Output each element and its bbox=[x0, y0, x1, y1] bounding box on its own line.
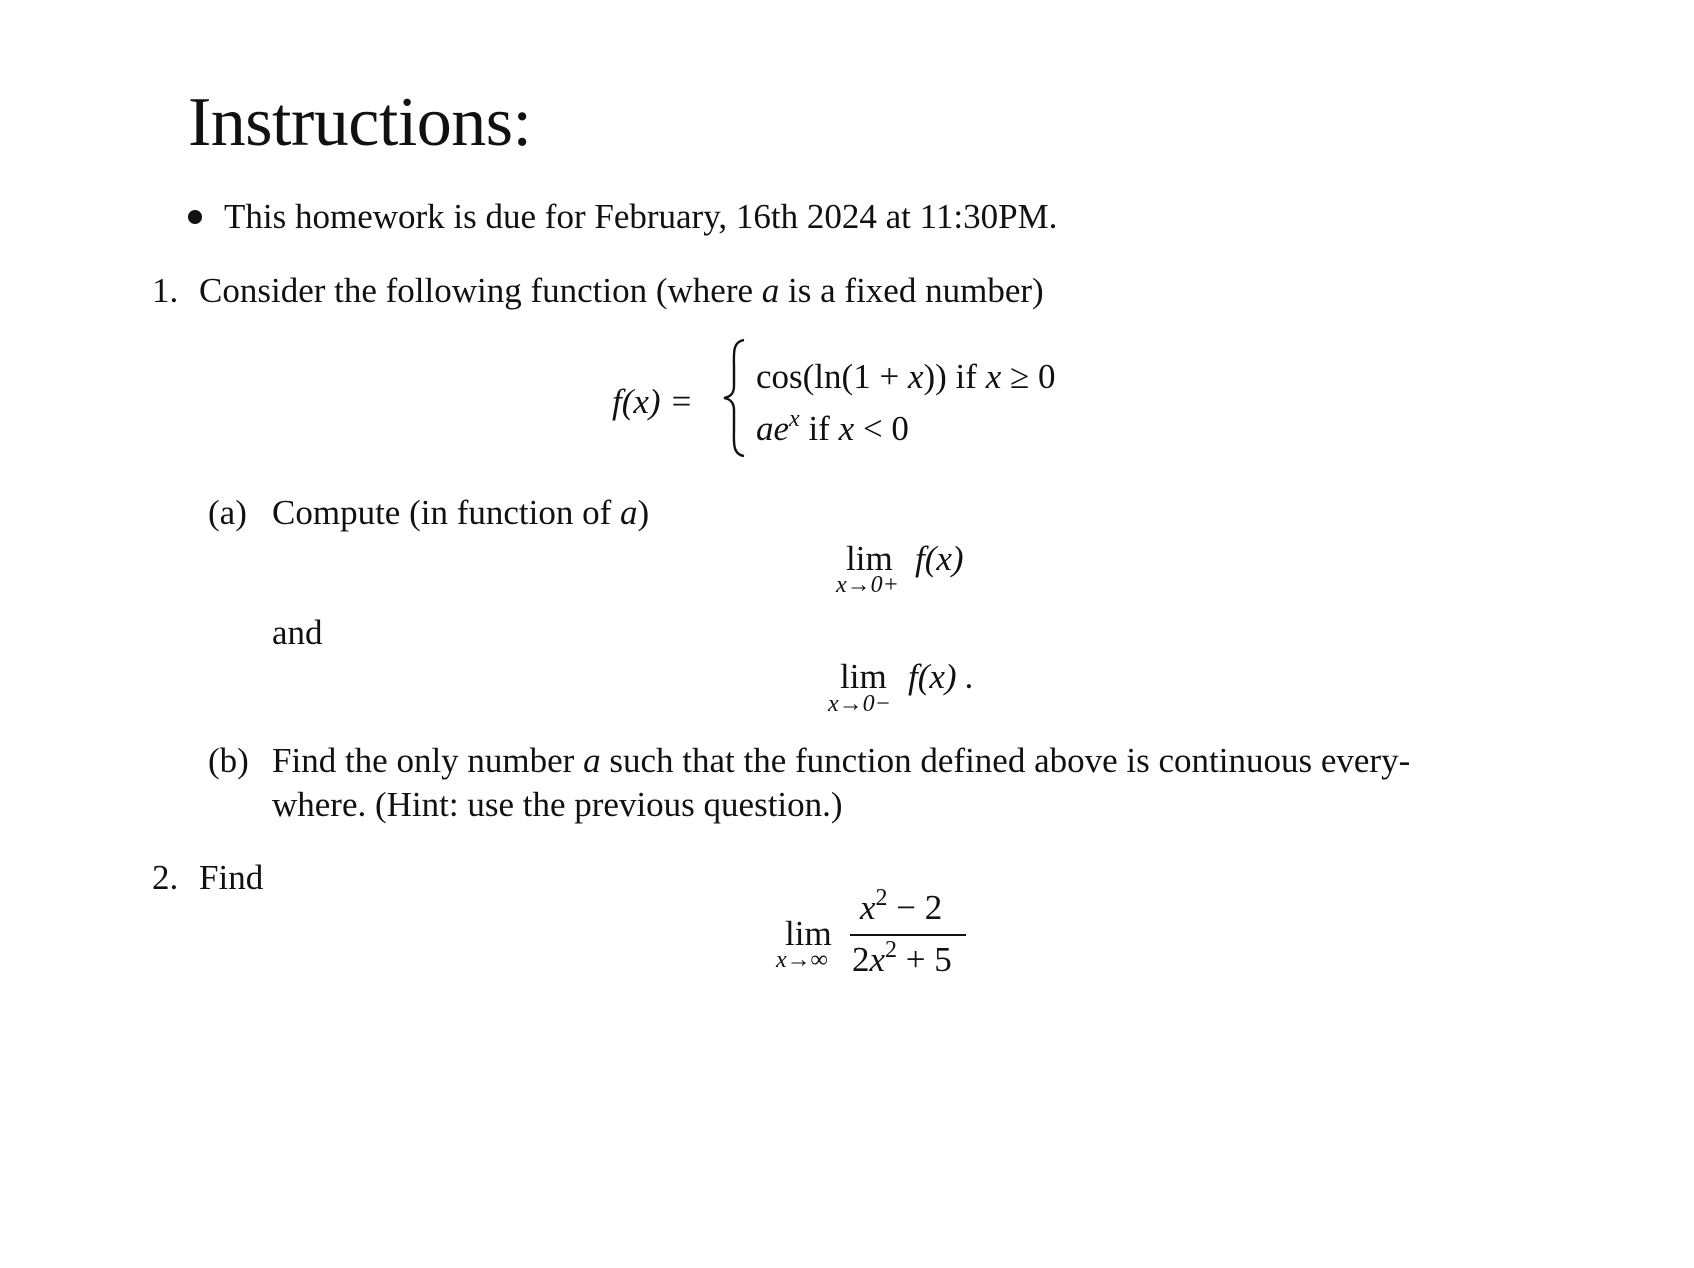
piecewise-case-2: $ae^x$ if x < 0 bbox=[756, 406, 909, 448]
question-2-number: 2. bbox=[152, 858, 179, 897]
limit-left-expression: f(x) . bbox=[908, 657, 975, 696]
bullet-icon bbox=[188, 210, 202, 224]
limit-right-lim: lim bbox=[846, 539, 893, 578]
part-a-label: (a) bbox=[208, 493, 247, 532]
piecewise-case-1: cos(ln(1 + x)) if x ≥ 0 bbox=[756, 357, 1056, 396]
limit-infinity-lim: lim bbox=[785, 914, 832, 953]
part-b-label: (b) bbox=[208, 741, 249, 780]
part-a-prompt: Compute (in function of a) bbox=[272, 493, 650, 532]
part-b-line-1: Find the only number a such that the function defined above is continuous every- bbox=[272, 741, 1411, 780]
instruction-bullet-item bbox=[188, 199, 1057, 234]
part-b-line-2: where. (Hint: use the previous question.) bbox=[272, 785, 843, 824]
and-text: and bbox=[272, 613, 323, 652]
function-lhs: f(x) = bbox=[612, 382, 693, 421]
limit-left-subscript: x→0− bbox=[828, 691, 891, 717]
question-1-prompt: Consider the following function (where a is a fixed number) bbox=[199, 271, 1044, 310]
limit-left-lim: lim bbox=[840, 657, 887, 696]
due-date-text: This homework is due for February, 16th 2024 at 11:30PM. bbox=[224, 197, 1058, 236]
question-2-prompt: Find bbox=[199, 858, 264, 897]
question-1-number: 1. bbox=[152, 271, 179, 310]
limit-right-expression: f(x) bbox=[915, 539, 964, 578]
fraction-numerator: $x^2 - 2$ bbox=[860, 885, 943, 927]
fraction-denominator: $2x^2 + 5$ bbox=[852, 937, 952, 979]
left-brace-icon bbox=[722, 338, 746, 458]
limit-infinity-subscript: x→∞ bbox=[776, 947, 828, 973]
page-title: Instructions: bbox=[188, 84, 532, 161]
limit-right-subscript: x→0+ bbox=[836, 572, 899, 598]
fraction-bar bbox=[850, 934, 966, 936]
